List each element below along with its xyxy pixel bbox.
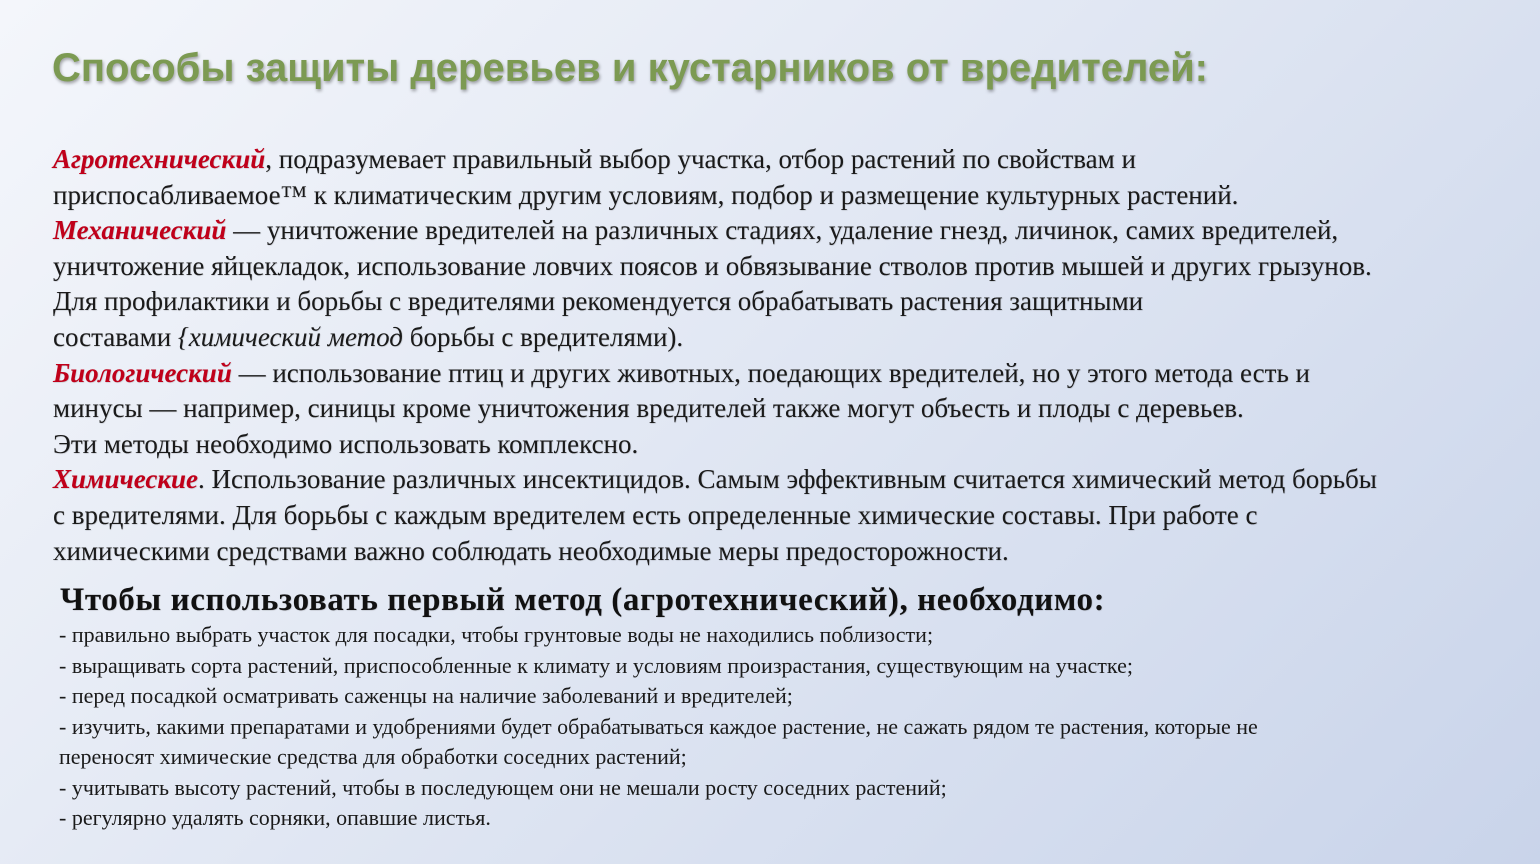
requirements-list xyxy=(59,620,1519,834)
slide-title: Способы защиты деревьев и кустарников от вредителей: xyxy=(52,46,1208,90)
text-span: — использование птиц и других животных, поедающих вредителей, но у этого метода есть и xyxy=(231,357,1310,388)
chemical-method-ref: {химический метод xyxy=(177,321,403,352)
text-line: химическими средствами важно соблюдать необходимые меры предосторожности. xyxy=(53,535,1009,566)
list-item: - учитывать высоту растений, чтобы в последующем они не мешали росту соседних растений; xyxy=(59,774,947,800)
subheading: Чтобы использовать первый метод (агротехнический), необходимо: xyxy=(60,582,1106,618)
text-line: Для профилактики и борьбы с вредителями рекомендуется обрабатывать растения защитными xyxy=(53,286,1144,317)
text-line xyxy=(53,320,1523,356)
method-term-biological: Биологический xyxy=(53,357,232,388)
list-item: переносят химические средства для обработки соседних растений; xyxy=(59,744,687,769)
list-item: - регулярно удалять сорняки, опавшие листья. xyxy=(59,805,491,830)
text-line xyxy=(53,356,1523,392)
text-line: приспосабливаемое™ к климатическим другим условиям, подбор и размещение культурных растений. xyxy=(53,179,1239,210)
text-span: борьбы с вредителями). xyxy=(402,321,684,352)
text-line xyxy=(53,213,1523,249)
method-term-chemical: Химические xyxy=(53,464,199,495)
text-span: . Использование различных инсектицидов. Самым эффективным считается химический метод борьбы xyxy=(198,464,1377,495)
text-line: с вредителями. Для борьбы с каждым вредителем есть определенные химические составы. При работе с xyxy=(53,499,1258,530)
text-line: минусы — например, синицы кроме уничтожения вредителей также могут объесть и плоды с деревьев. xyxy=(53,393,1244,424)
list-item: - перед посадкой осматривать саженцы на наличие заболеваний и вредителей; xyxy=(59,683,793,708)
text-span: , подразумевает правильный выбор участка, отбор растений по свойствам и xyxy=(265,144,1136,174)
method-term-mechanical: Механический xyxy=(53,215,227,246)
text-line: уничтожение яйцекладок, использование ловчих поясов и обвязывание стволов против мышей и других грызунов. xyxy=(53,250,1372,281)
list-item: - выращивать сорта растений, приспособленные к климату и условиям произрастания, существующим на участке; xyxy=(59,652,1133,678)
text-line xyxy=(53,462,1523,498)
text-line: Эти методы необходимо использовать комплексно. xyxy=(53,428,639,459)
text-line xyxy=(53,142,1523,178)
list-item: - изучить, какими препаратами и удобрениями будет обрабатываться каждое растение, не сажать рядом те растения, которые не xyxy=(59,713,1258,739)
text-span: составами xyxy=(53,321,178,352)
method-term-agrotechnical: Агротехнический xyxy=(53,144,266,174)
text-span: — уничтожение вредителей на различных стадиях, удаление гнезд, личинок, самих вредителей, xyxy=(226,215,1339,246)
list-item: - правильно выбрать участок для посадки, чтобы грунтовые воды не находились поблизости; xyxy=(59,622,934,647)
methods-text xyxy=(53,142,1523,569)
